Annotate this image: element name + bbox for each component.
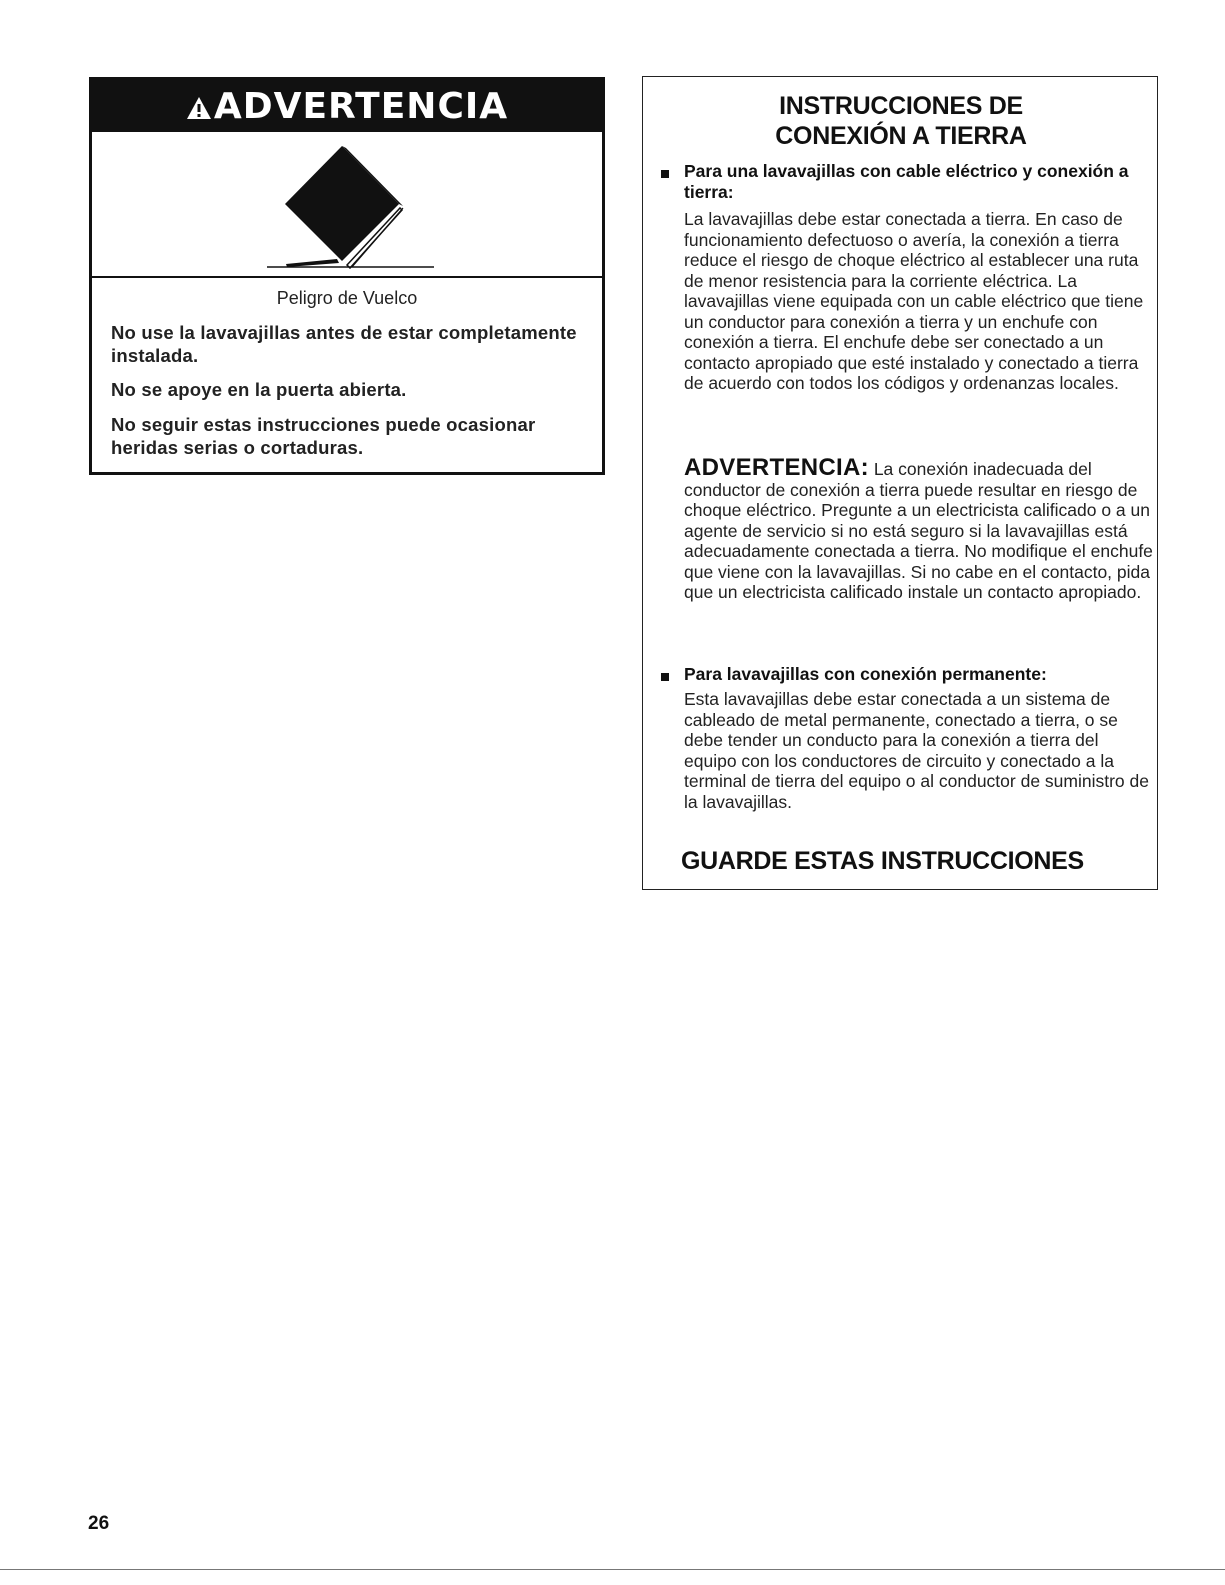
bullet-icon bbox=[661, 170, 669, 178]
hazard-name: Peligro de Vuelco bbox=[276, 288, 418, 308]
warning-line-2: No se apoye en la puerta abierta. bbox=[111, 379, 407, 400]
tip-over-hazard-pictogram bbox=[262, 140, 442, 280]
grounding-instructions-box bbox=[642, 76, 1158, 890]
warning-divider bbox=[92, 276, 602, 278]
warning-title: ADVERTENCIA bbox=[213, 85, 509, 127]
warning-line-3: No seguir estas instrucciones puede ocasionar heridas serias o cortaduras. bbox=[111, 414, 536, 458]
warning-header bbox=[92, 80, 602, 132]
warning-label: ADVERTENCIA: bbox=[684, 454, 869, 481]
warning-line-1: No use la lavavajillas antes de estar completamente instalada. bbox=[111, 322, 577, 366]
section2-heading: Para lavavajillas con conexión permanente: bbox=[684, 664, 1047, 684]
grounding-title: INSTRUCCIONES DE CONEXIÓN A TIERRA bbox=[775, 92, 1027, 150]
bullet-icon bbox=[661, 673, 669, 681]
page-number: 26 bbox=[88, 1513, 110, 1534]
page-bottom-rule bbox=[0, 1569, 1225, 1570]
section1-heading: Para una lavavajillas con cable eléctrico y conexión a tierra: bbox=[684, 161, 1129, 202]
warning-triangle-icon bbox=[186, 95, 212, 121]
section1-body: La lavavajillas debe estar conectada a tierra. En caso de funcionamiento defectuoso o avería, la conexión a tierra reduce el riesgo de choque eléctrico al establecer una ruta de menor resistencia para la corriente eléctrica. La lavavajillas viene equipada con un cable eléctrico que tiene un conductor para conexión a tierra y un enchufe con conexión a tierra. El enchufe debe ser conectado a un contacto apropiado que esté instalado y conectado a tierra de acuerdo con todos los códigos y ordenanzas locales. bbox=[684, 209, 1144, 393]
section2-body: Esta lavavajillas debe estar conectada a un sistema de cableado de metal permanente, conectado a tierra, o se debe tender un conducto para la conexión a tierra del equipo con los conductores de circuito y conectado a la terminal de tierra del equipo o al conductor de suministro de la lavavajillas. bbox=[684, 689, 1149, 812]
warning-box bbox=[89, 77, 605, 475]
save-instructions-footer: GUARDE ESTAS INSTRUCCIONES bbox=[681, 847, 1084, 875]
warning-paragraph bbox=[684, 454, 1154, 603]
warning-body: La conexión inadecuada del conductor de conexión a tierra puede resultar en riesgo de choque eléctrico. Pregunte a un electricista calificado o a un agente de servicio si no está seguro si la lavavajillas está adecuadamente conectada a tierra. No modifique el enchufe que viene con la lavavajillas. Si no cabe en el contacto, pida que un electricista calificado instale un contacto apropiado. bbox=[684, 459, 1153, 602]
